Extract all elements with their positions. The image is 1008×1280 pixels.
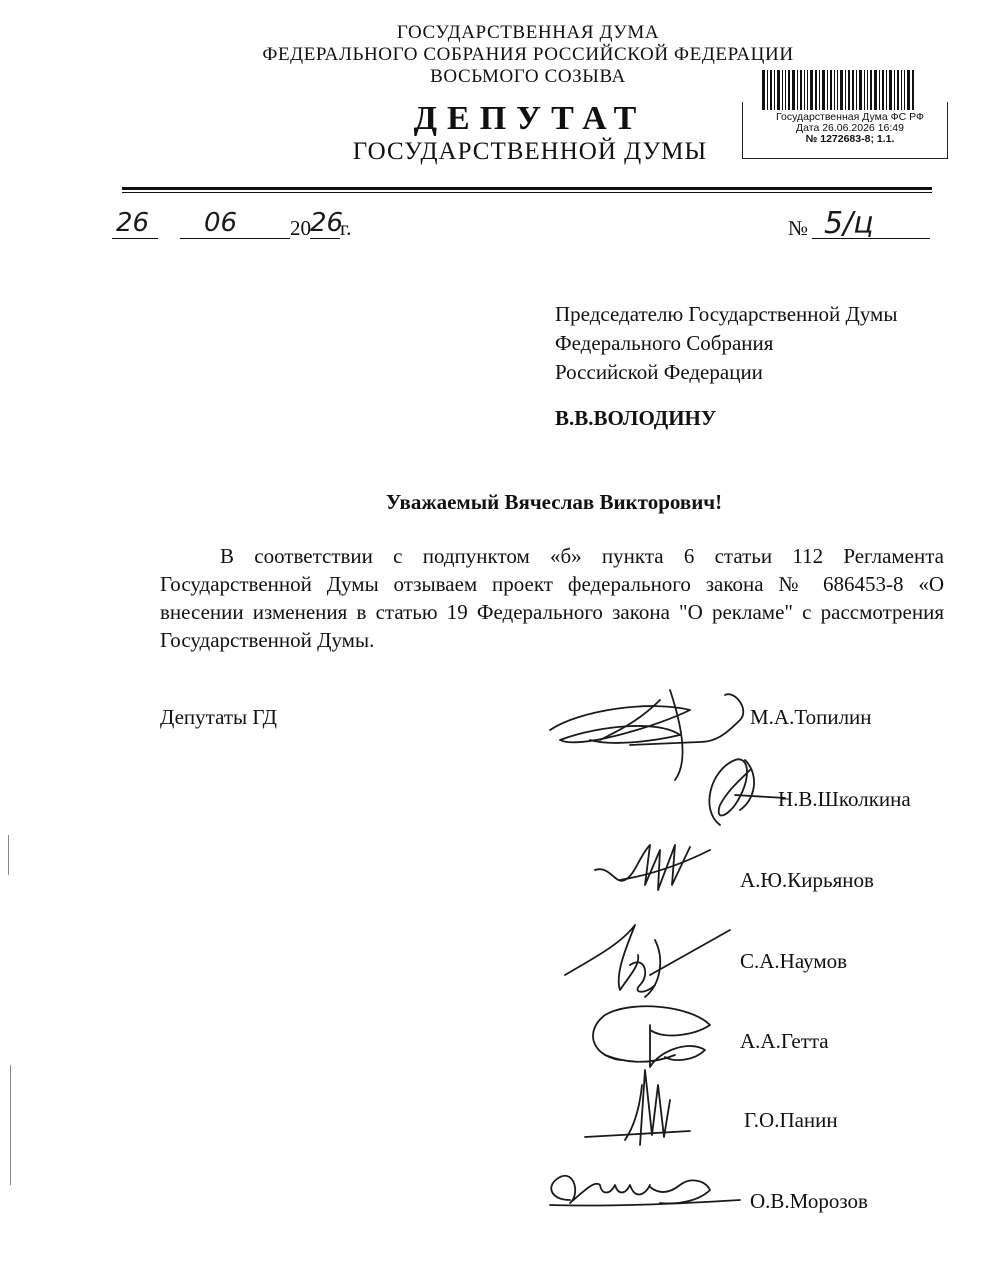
date-year-prefix: 20 (290, 216, 311, 240)
header-line-2: ФЕДЕРАЛЬНОГО СОБРАНИЯ РОССИЙСКОЙ ФЕДЕРАЦИИ (262, 44, 794, 65)
scan-edge-mark (8, 835, 9, 875)
signatory-name: Г.О.Панин (744, 1108, 838, 1132)
signature-shkolkina (680, 750, 790, 830)
signatory-name: А.Ю.Кирьянов (740, 868, 874, 892)
signatory-name: М.А.Топилин (750, 705, 872, 729)
outgoing-number-value: 5/ц (824, 206, 874, 241)
header-rule-thick (122, 187, 932, 190)
scan-edge-mark (10, 1065, 11, 1185)
greeting: Уважаемый Вячеслав Викторович! (385, 490, 723, 514)
addressee-name: В.В.ВОЛОДИНУ (555, 406, 717, 430)
header-line-1: ГОСУДАРСТВЕННАЯ ДУМА (396, 22, 660, 43)
stamp-number: № 1272683-8; 1.1. (805, 133, 895, 145)
date-number-row (112, 208, 942, 248)
date-day-underline (112, 238, 158, 239)
addressee-line-2: Федерального Собрания (555, 331, 774, 355)
signature-panin (580, 1065, 710, 1150)
stamp-text (750, 112, 950, 145)
stamp-date: Дата 26.06.2026 16:49 (796, 122, 904, 134)
registration-stamp (742, 60, 942, 156)
addressee-line-1: Председателю Государственной Думы (555, 302, 898, 326)
date-year-mark: г. (340, 216, 352, 240)
header-rule-thin (122, 192, 932, 193)
stamp-org: Государственная Дума ФС РФ (776, 111, 924, 123)
addressee-block (555, 300, 897, 387)
document-title: ДЕПУТАТ (413, 100, 647, 137)
signatory-name: С.А.Наумов (740, 949, 848, 973)
document-subtitle: ГОСУДАРСТВЕННОЙ ДУМЫ (352, 138, 708, 165)
signature-morozov (540, 1165, 750, 1220)
signature-kiryanov (590, 835, 720, 900)
addressee-line-3: Российской Федерации (555, 360, 763, 384)
signatory-name: О.В.Морозов (750, 1189, 868, 1213)
outgoing-number-label: № (788, 216, 809, 240)
date-month-underline (180, 238, 290, 239)
signatory-name: Н.В.Школкина (778, 787, 911, 811)
signature-getta (580, 995, 730, 1075)
signature-naumov (560, 905, 740, 1005)
letter-body: В соответствии с подпунктом «б» пункта 6 статьи 112 Регламента Государственной Думы отзываем проект федерального закона № 686453-8 «О внесении изменения в статью 19 Федерального закона "О рекламе" с рассмотрения Государственной Думы. (160, 544, 944, 652)
outgoing-number-underline (812, 238, 930, 239)
signatories-label: Депутаты ГД (160, 705, 278, 729)
date-month: 06 (204, 208, 238, 238)
date-year-suffix: 26 (310, 208, 344, 238)
date-day: 26 (116, 208, 150, 238)
signatory-name: А.А.Гетта (740, 1029, 829, 1053)
date-year-underline (310, 238, 340, 239)
header-line-3: ВОСЬМОГО СОЗЫВА (430, 66, 626, 87)
